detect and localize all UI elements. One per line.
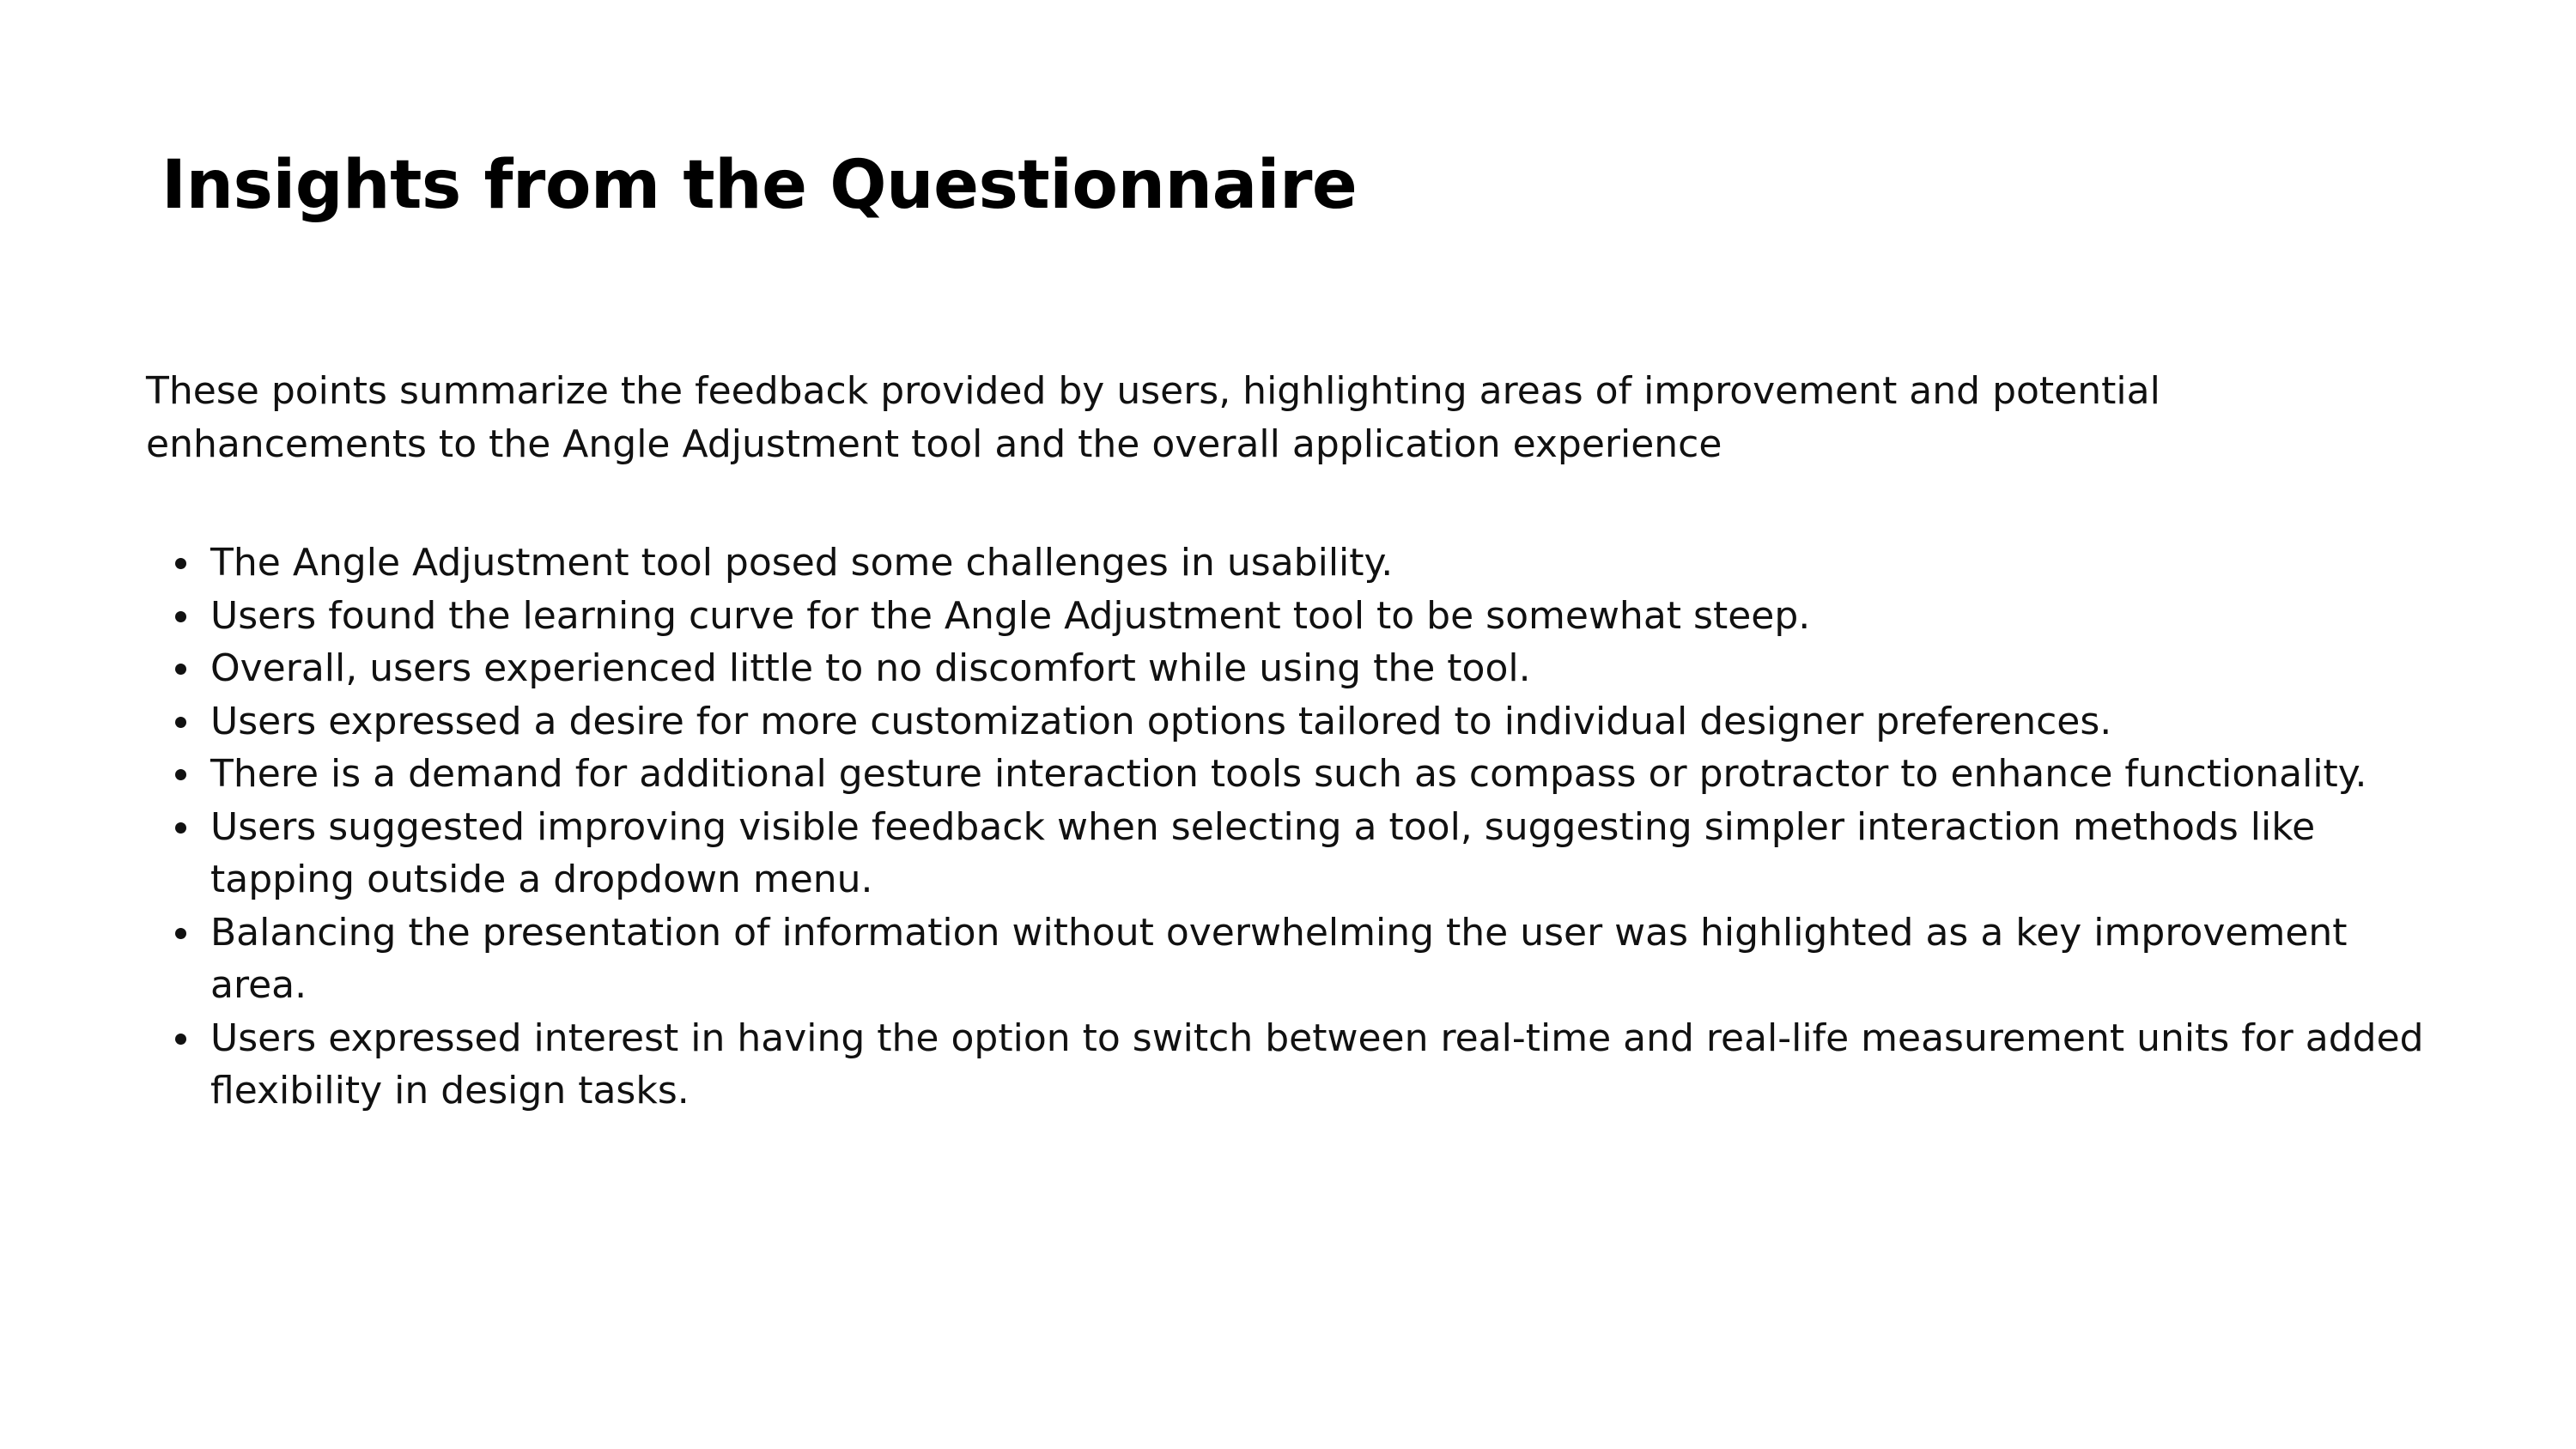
page-title: Insights from the Questionnaire (161, 147, 1358, 224)
list-item-text: Users expressed a desire for more customization options tailored to individual designer preferences. (210, 699, 2112, 743)
bullet-icon (175, 717, 186, 728)
list-item (146, 906, 2447, 1012)
bullet-icon (175, 1034, 186, 1045)
list-item-text: Users found the learning curve for the Angle Adjustment tool to be somewhat steep. (210, 593, 1811, 638)
list-item-text: Users suggested improving visible feedback when selecting a tool, suggesting simpler interaction methods like tapping outside a dropdown menu. (210, 804, 2316, 901)
bullet-icon (175, 611, 186, 622)
list-item-text: Users expressed interest in having the option to switch between real-time and real-life measurement units for added flexibility in design tasks. (210, 1016, 2424, 1113)
list-item-text: There is a demand for additional gesture interaction tools such as compass or protractor to enhance functionality. (210, 752, 2367, 796)
list-item (146, 590, 2447, 643)
list-item-text: Overall, users experienced little to no discomfort while using the tool. (210, 646, 1531, 690)
list-item (146, 642, 2447, 695)
bullet-icon (175, 664, 186, 675)
list-item (146, 695, 2447, 749)
bullet-icon (175, 558, 186, 569)
intro-paragraph: These points summarize the feedback provided by users, highlighting areas of improvement and potential enhancements to the Angle Adjustment tool and the overall application experience (146, 369, 2160, 466)
list-item (146, 537, 2447, 590)
bullet-icon (175, 822, 186, 834)
list-item-text: Balancing the presentation of information without overwhelming the user was highlighted as a key improvement area. (210, 910, 2348, 1007)
list-item (146, 748, 2447, 801)
list-item (146, 801, 2447, 906)
bullet-icon (175, 769, 186, 780)
list-item-text: The Angle Adjustment tool posed some challenges in usability. (210, 541, 1394, 585)
insights-list (146, 537, 2447, 1118)
bullet-icon (175, 928, 186, 939)
list-item (146, 1012, 2447, 1118)
